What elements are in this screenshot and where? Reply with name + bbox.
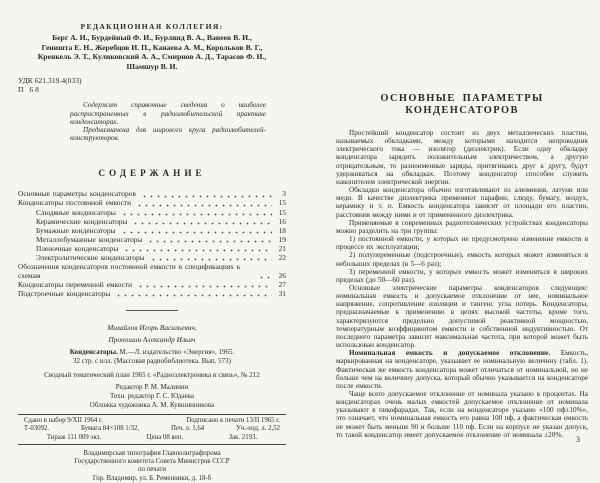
- toc-item-label: Бумажные конденсаторы: [36, 225, 116, 235]
- toc-item-label: Обозначения конденсаторов постоянной емкости в спецификациях к схемам: [18, 262, 241, 280]
- toc-item: [18, 209, 286, 218]
- toc-item-page: 19: [278, 234, 286, 244]
- text-line: Кренкель Э. Т., Куликовский А. А., Смирнов А. Д., Тарасов Ф. И.,: [37, 52, 267, 62]
- text-line: Редактор Р. М. Малинин: [115, 383, 189, 392]
- print-info-cell: Тираж 111 009 экз.: [46, 433, 102, 441]
- editing-staff-lines: [18, 383, 286, 409]
- paragraph: 1) постоянной емкости, у которых не предусмотрено изменение емкости в процессе их эксплуатации;: [336, 235, 588, 252]
- text-line: Техн. редактор Г. С. Юдаева: [109, 392, 195, 401]
- print-info-cell: Подписано к печати 13/II 1965 г.: [186, 416, 280, 424]
- toc-item: [18, 290, 286, 299]
- book-title: Конденсаторы.: [69, 348, 118, 357]
- print-info-cell: Печ. л. 1,64: [170, 425, 205, 433]
- editorial-board-names: [18, 33, 286, 71]
- book-title-line: [18, 348, 286, 356]
- text-line: Михайлов Игорь Васильевич,: [107, 322, 197, 332]
- toc-item-page: 15: [278, 207, 286, 217]
- print-info: [18, 414, 286, 445]
- right-page: [336, 0, 588, 444]
- toc-item-page: 18: [278, 225, 286, 235]
- toc-item-page: 16: [278, 216, 286, 226]
- print-info-cell: Уч.-изд. л. 2,52: [236, 425, 280, 433]
- text-line: Обложка художника А. М. Кувшинникова: [89, 401, 215, 410]
- toc-item-label: Подстроечные конденсаторы: [18, 289, 111, 299]
- toc-item-label: Металлобумажные конденсаторы: [36, 234, 143, 244]
- dot-leader: [136, 204, 272, 207]
- text-line: Государственного комитета Совета Министров СССР: [74, 458, 230, 466]
- toc-item-page: 21: [278, 243, 286, 253]
- dot-leader: [132, 222, 272, 225]
- udk-number: УДК 621.319.4(033): [18, 76, 82, 86]
- dot-leader: [141, 195, 272, 198]
- paragraph: Номинальная емкость и допускаемое отклонение. Емкость, маркированная на конденсаторе, указывает ее номинальную величину (табл. 1). Фактическая же емкость конденсатора может отличаться от номинальной, но не больше чем на величину допуска, который обычно указывается на конденсаторе после емкости.: [336, 349, 588, 390]
- udk-code: П 68: [18, 85, 41, 95]
- paragraph: Применяемые в современных радиотехнических устройствах конденсаторы можно разделить на три группы:: [336, 218, 588, 235]
- dot-leader: [121, 231, 272, 234]
- toc-item-label: Пленочные конденсаторы: [36, 243, 119, 253]
- udk-block: [18, 76, 286, 94]
- toc-item-label: Электролитические конденсаторы: [36, 253, 145, 263]
- print-info-cell: Цена 08 коп.: [146, 433, 184, 441]
- dot-leader: [147, 240, 272, 243]
- print-info-row: [24, 417, 280, 425]
- text-line: Владимирская типография Главполиграфпрома: [83, 450, 221, 458]
- paragraph: Чаще всего допускаемое отклонение от номинала указано в процентах. На конденсаторах очень малых емкостей допускаемое отклонение от номинала указывают в пикофарадах. Так, если на конденсаторе указано «100 пф±10%», это означает, что номинальная емкость его равна 100 пф, а фактическая емкость не может быть меньше 90 и больше 110 пф. Если на корпусе не указан допуск, то такой конденсатор имеет допускаемое отклонение от номинала ±20%.: [336, 390, 588, 439]
- annotation-paragraph: Содержит справочные сведения о наиболее распространенных в радиолюбительской практике конденсаторах.: [70, 101, 266, 126]
- print-info-row: [24, 434, 280, 442]
- text-line: Гор. Владимир, ул. Б. Ременники, д. 18-б: [92, 474, 212, 482]
- text-line: Шамшур В. И.: [126, 61, 178, 71]
- toc-item-page: 22: [278, 253, 286, 263]
- toc-item-page: 3: [282, 189, 286, 199]
- page-number: 3: [576, 435, 580, 444]
- editorial-board-heading: РЕДАКЦИОННАЯ КОЛЛЕГИЯ:: [80, 22, 224, 31]
- author-names: [18, 324, 286, 345]
- paragraph-bold-lead: Номинальная емкость и допускаемое отклонение.: [349, 349, 561, 358]
- toc-item-label: Слюдяные конденсаторы: [36, 207, 116, 217]
- text-line: по печати: [137, 466, 167, 474]
- toc-item-label: Основные параметры конденсаторов: [18, 189, 136, 199]
- print-info-cell: Т-03092.: [24, 425, 50, 433]
- annotation: [70, 101, 266, 142]
- text-line: Берг А. И., Бурдейный Ф. И., Бурлянд В. А., Ванеев В. И.,: [52, 33, 252, 42]
- dot-leader: [121, 213, 272, 216]
- printer-address: [18, 450, 286, 483]
- dot-leader: [137, 285, 272, 288]
- text-line: Пропошин Александр Ильич: [108, 334, 196, 344]
- dot-leader: [123, 249, 272, 252]
- left-page: [18, 0, 286, 483]
- toc-item: [18, 199, 286, 208]
- book-publisher: М.—Л. издательство «Энергия», 1965.: [119, 348, 235, 357]
- dot-leader: [115, 294, 272, 297]
- chapter-title: ОСНОВНЫЕ ПАРАМЕТРЫ КОНДЕНСАТОРОВ: [380, 93, 544, 116]
- print-info-row: [24, 425, 280, 433]
- thematic-plan-line: Сводный тематический план 1965 г. «Радиоэлектроника и связь», № 212: [44, 371, 260, 380]
- paragraph: 3) переменной емкости, у которых емкость может изменяться в широких пределах (до 50—60 раз).: [336, 267, 588, 284]
- toc-item: [18, 263, 286, 280]
- dot-leader: [150, 258, 272, 261]
- toc-item-page: 26: [278, 270, 286, 280]
- annotation-paragraph: Предназначена для широкого круга радиолюбителей-конструкторов.: [70, 125, 266, 143]
- paragraph: Основные электрические параметры конденсаторов следующие: номинальная емкость и допускаемое отклонение от нее, номинальное напряжение, сопротивление изоляции и тангенс угла потерь. Конденсаторы, предназначаемые к применению в цепях высокой частоты, кроме того, характеризуются предельно допустимой реактивной мощностью, температурным коэффициентом емкости и собственной индуктивностью. От последнего параметра зависит максимальная частота, при которой может быть использован конденсатор.: [336, 283, 588, 350]
- toc-item-label: Керамические конденсаторы: [36, 216, 128, 226]
- toc-list: [18, 190, 286, 298]
- print-info-cell: Зак. 2193.: [228, 433, 258, 441]
- text-line: Геништа Е. Н., Жеребцов И. П., Канаева А. М., Корольков В. Г.,: [41, 42, 263, 52]
- body-paragraphs: [336, 129, 588, 439]
- toc-item-page: 27: [278, 279, 286, 289]
- toc-item-label: Конденсаторы переменной емкости: [18, 279, 133, 289]
- toc-item-page: 15: [278, 198, 286, 208]
- divider-rule: [126, 310, 178, 311]
- dot-leader: [258, 276, 272, 279]
- paragraph: 2) полупеременные (подстроечные), емкость которых может изменяться в небольших пределах (в 5—6 раз);: [336, 251, 588, 268]
- toc-item-label: Конденсаторы постоянной емкости: [18, 198, 132, 208]
- toc-heading: СОДЕРЖАНИЕ: [98, 168, 206, 179]
- toc-item-page: 31: [278, 289, 286, 299]
- book-series-line: 32 стр. с илл. (Массовая радиобиблиотека. Вып. 573): [72, 356, 232, 365]
- print-info-cell: Бумага 84×108 1/32.: [80, 425, 140, 433]
- print-info-cell: Сдано в набор 9/XII 1964 г.: [24, 416, 103, 424]
- paragraph: Обкладки конденсатора обычно изготавливают из алюминия, латуни или меди. В качестве диэлектрика применяют парафин, слюду, бумагу, воздух, керамику и т. п. Емкость конденсатора зависит от площади его пластин, расстояния между ними и от примененного диэлектрика.: [336, 186, 588, 219]
- paragraph: Простейший конденсатор состоит из двух металлических пластин, называемых обкладками, между которыми находится непроводник электрического тока — изолятор (диэлектрик). Если одну обкладку конденсатора зарядить положительным электричеством, а другую отрицательным, то разноименные заряды, притягиваясь друг к другу, будут удерживаться на обкладках. Поэтому конденсатор способен служить накопителем электрической энергии.: [336, 129, 588, 186]
